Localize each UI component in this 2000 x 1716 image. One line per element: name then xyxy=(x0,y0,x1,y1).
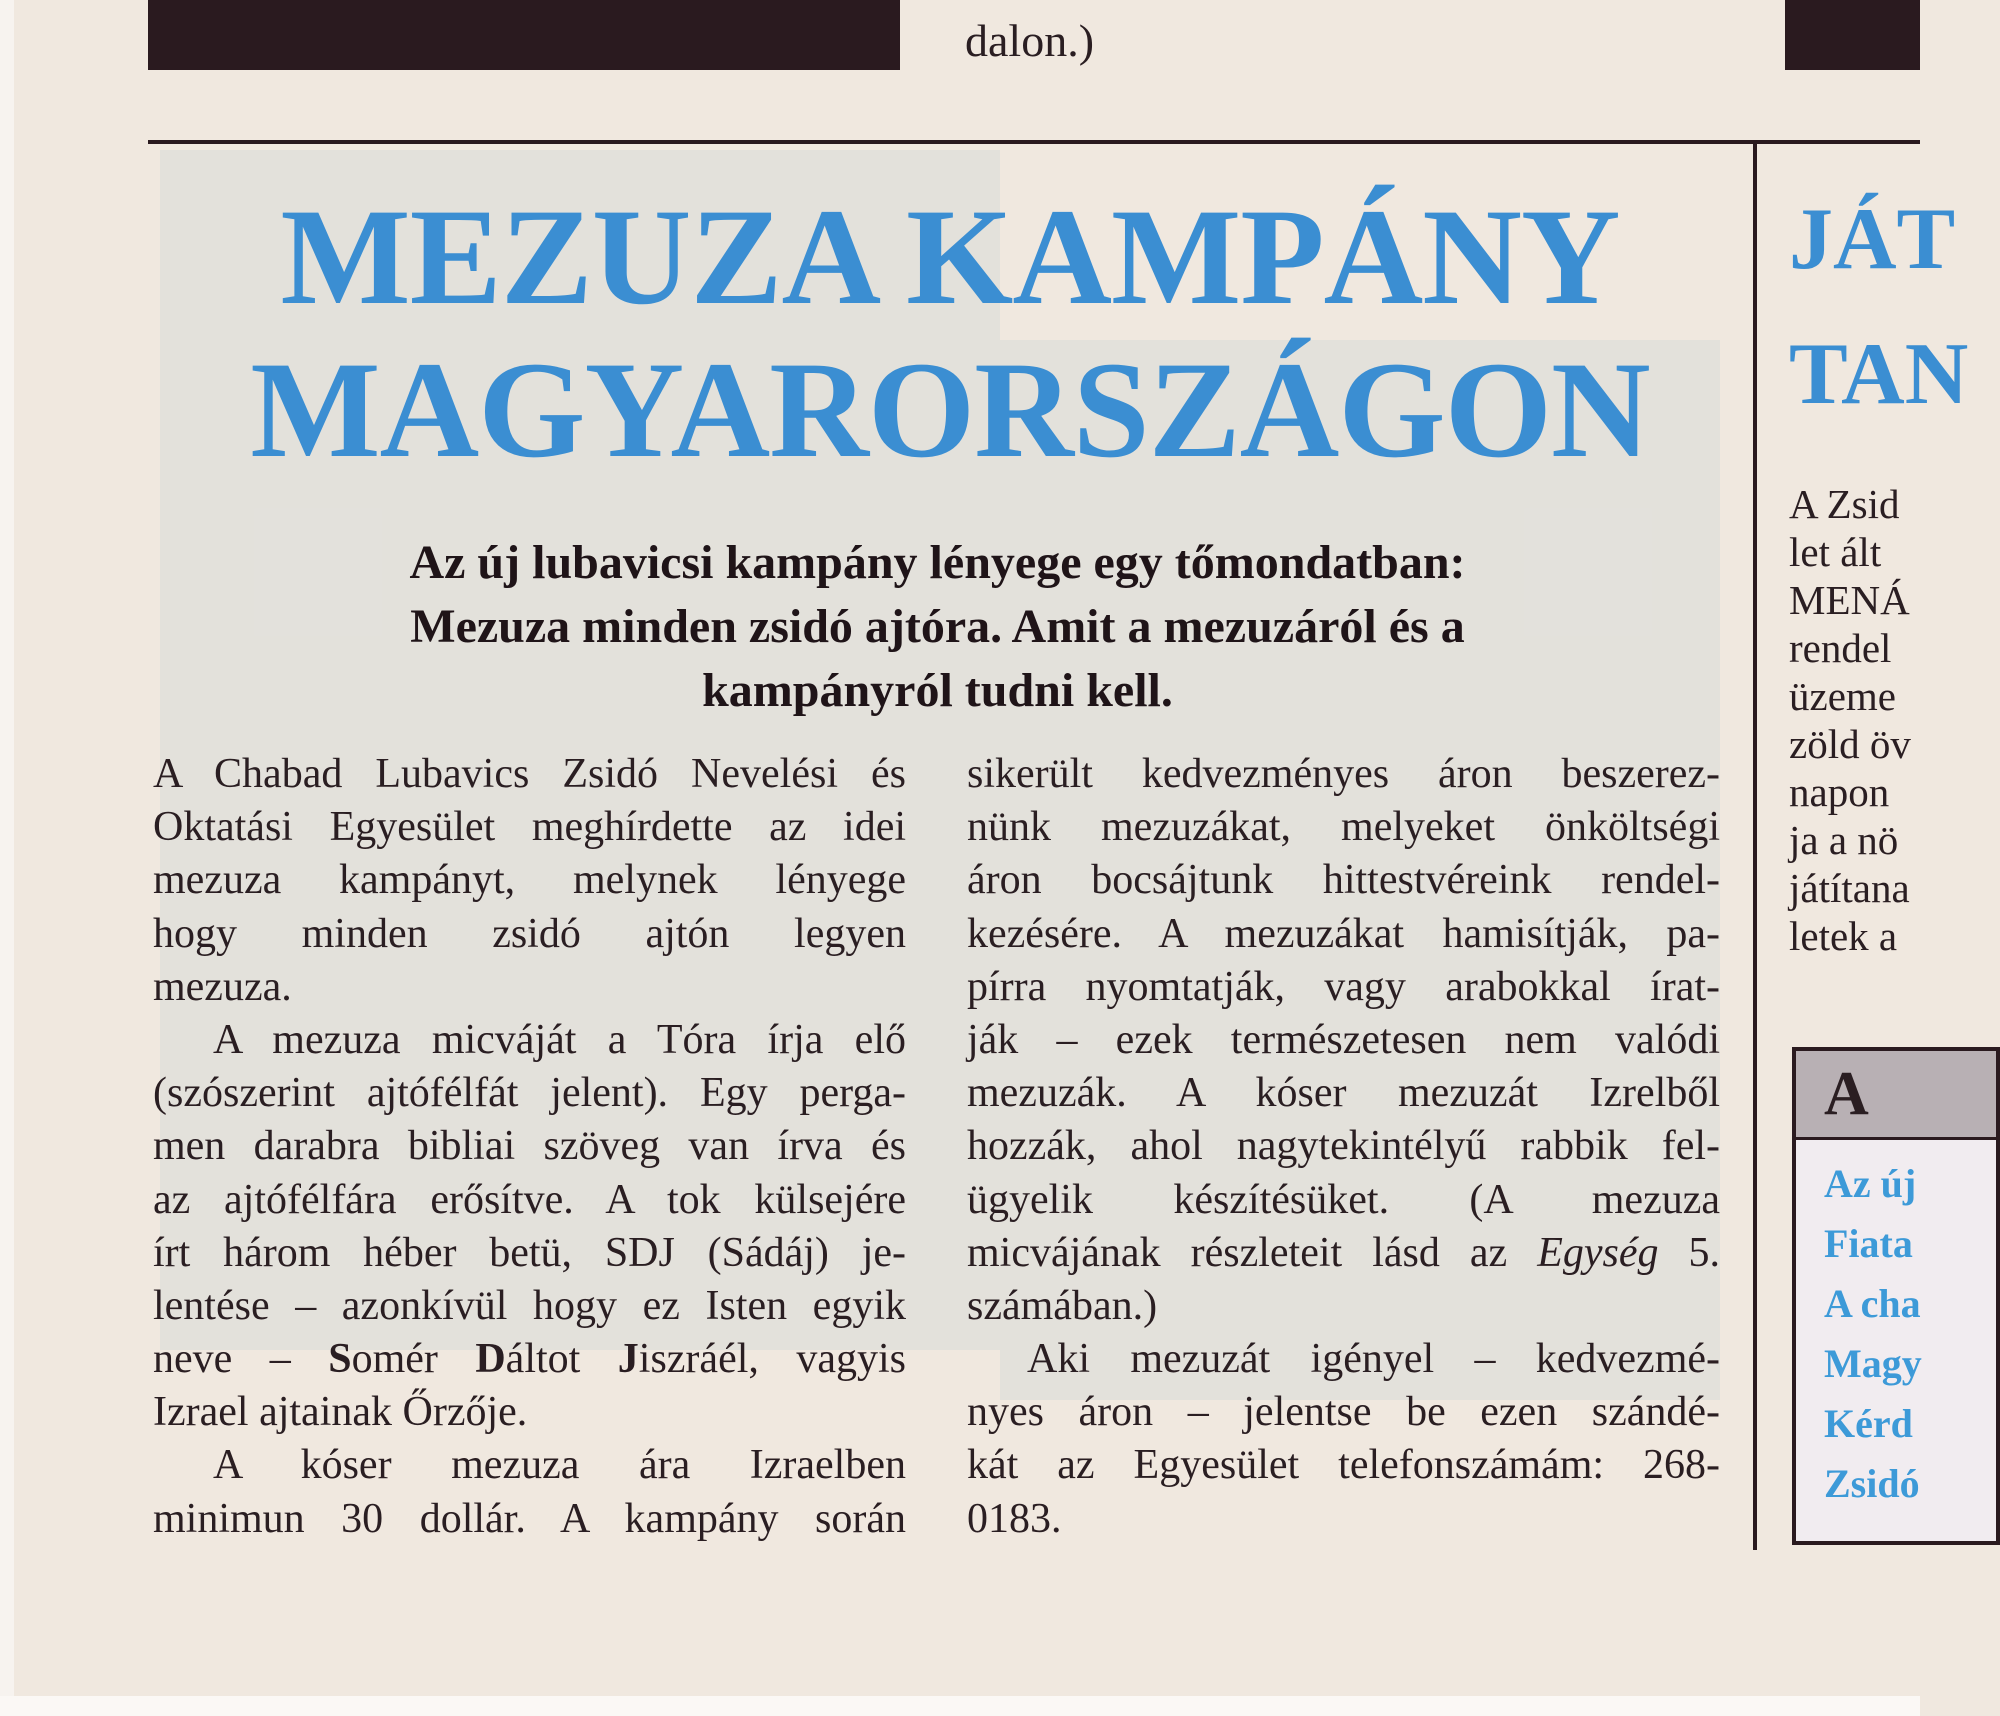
contents-link[interactable]: Zsidó xyxy=(1824,1461,1920,1506)
contents-link[interactable]: Az új xyxy=(1824,1161,1917,1206)
text-line: mezuza. xyxy=(153,963,292,1010)
right-column xyxy=(967,748,1720,1546)
contents-link[interactable]: Magy xyxy=(1824,1341,1922,1386)
text: 5. xyxy=(1658,1229,1721,1276)
text-line-name xyxy=(153,1333,906,1386)
bold-initial: S xyxy=(328,1336,352,1383)
text-line: A mezuza micváját a Tóra írja elő xyxy=(213,1016,906,1063)
text-line: A Zsid xyxy=(1789,481,1900,527)
subheadline-line: kampányról tudni kell. xyxy=(702,664,1173,717)
side-article xyxy=(1785,0,1969,1716)
text-line: sikerült kedvezményes áron beszerez- xyxy=(967,751,1720,797)
left-column xyxy=(153,748,906,1546)
contents-link[interactable]: A cha xyxy=(1824,1281,1921,1326)
text: neve – xyxy=(153,1336,329,1383)
text: áltot xyxy=(505,1336,618,1383)
text-line: játítana xyxy=(1789,865,1910,911)
italic-title: Egység xyxy=(1537,1229,1659,1276)
text-line: (szószerint ajtófélfát jelent). Egy perga- xyxy=(153,1070,906,1117)
text-line: rendel xyxy=(1789,625,1892,671)
text-line: ügyelik készítésüket. (A mezuza xyxy=(967,1176,1720,1223)
text-line: Aki mezuzát igényel – kedvezmé- xyxy=(1027,1336,1720,1383)
text-line: ja a nö xyxy=(1789,817,1899,863)
contents-link[interactable]: Fiata xyxy=(1824,1221,1913,1266)
continued-text: dalon.) xyxy=(965,15,1095,66)
text: micvájának részleteit lásd az xyxy=(967,1229,1538,1276)
text-line: let ált xyxy=(1789,529,1882,575)
text-line: mezuzák. A kóser mezuzát Izrelből xyxy=(967,1070,1720,1117)
text-line: Izrael ajtainak Őrzője. xyxy=(153,1389,528,1436)
text-line: az ajtófélfára erősítve. A tok külsejére xyxy=(153,1176,906,1223)
contents-box-header: A xyxy=(1796,1051,1996,1140)
scan-margin-bottom xyxy=(0,1696,1920,1716)
text-line: áron bocsájtunk hittestvéreink rendel- xyxy=(967,857,1720,904)
text-line: mezuza kampányt, melynek lényege xyxy=(153,857,906,904)
text-line: Oktatási Egyesület meghírdette az idei xyxy=(153,804,906,851)
text-line: számában.) xyxy=(967,1282,1158,1329)
text-line: letek a xyxy=(1789,913,1898,959)
text-line: hogy minden zsidó ajtón legyen xyxy=(153,910,906,957)
subheadline-line: Az új lubavicsi kampány lényege egy tőmondatban: xyxy=(409,536,1466,589)
side-text xyxy=(1789,480,1911,960)
bold-initial: D xyxy=(475,1336,506,1383)
headline-line-1: MEZUZA KAMPÁNY xyxy=(280,180,1620,333)
text-line: A Chabad Lubavics Zsidó Nevelési és xyxy=(153,751,906,797)
scan-margin xyxy=(0,0,14,1716)
text-line: írt három héber betü, SDJ (Sádáj) je- xyxy=(153,1229,906,1276)
contents-box xyxy=(1792,1047,2000,1545)
text-line: kát az Egyesület telefonszámám: 268- xyxy=(967,1442,1720,1489)
text-line: kezésére. A mezuzákat hamisítják, pa- xyxy=(967,910,1720,957)
text-line: lentése – azonkívül hogy ez Isten egyik xyxy=(153,1282,906,1329)
contents-link[interactable]: Kérd xyxy=(1824,1401,1913,1446)
text-line: napon xyxy=(1789,769,1890,815)
headline-line-2: MAGYARORSZÁGON xyxy=(250,333,1650,486)
text-line: pírra nyomtatják, vagy arabokkal írat- xyxy=(967,963,1720,1010)
text-line-egyseg xyxy=(967,1227,1720,1280)
text-line: üzeme xyxy=(1789,673,1896,719)
side-title-line: JÁT xyxy=(1789,191,1956,288)
subheadline-line: Mezuza minden zsidó ajtóra. Amit a mezuzáról és a xyxy=(410,600,1465,653)
text: iszráél, vagyis xyxy=(638,1336,906,1383)
bold-initial: J xyxy=(617,1336,639,1383)
black-banner-left xyxy=(148,0,900,70)
text-line: nyes áron – jelentse be ezen szándé- xyxy=(967,1389,1720,1436)
horizontal-rule xyxy=(148,140,1920,144)
text-line: 0183. xyxy=(967,1495,1062,1542)
text-line: zöld öv xyxy=(1789,721,1911,767)
column-divider xyxy=(1753,140,1757,1550)
text-line: hozzák, ahol nagytekintélyű rabbik fel- xyxy=(967,1123,1720,1170)
text-line: men darabra bibliai szöveg van írva és xyxy=(153,1123,906,1170)
text-line: nünk mezuzákat, melyeket önköltségi xyxy=(967,804,1720,851)
side-title-line: TAN xyxy=(1789,326,1969,423)
text: omér xyxy=(351,1336,476,1383)
text-line: A kóser mezuza ára Izraelben xyxy=(213,1442,906,1489)
text-line: MENÁ xyxy=(1789,577,1910,623)
text-line: minimun 30 dollár. A kampány során xyxy=(153,1495,906,1542)
text-line: ják – ezek természetesen nem valódi xyxy=(967,1016,1720,1063)
